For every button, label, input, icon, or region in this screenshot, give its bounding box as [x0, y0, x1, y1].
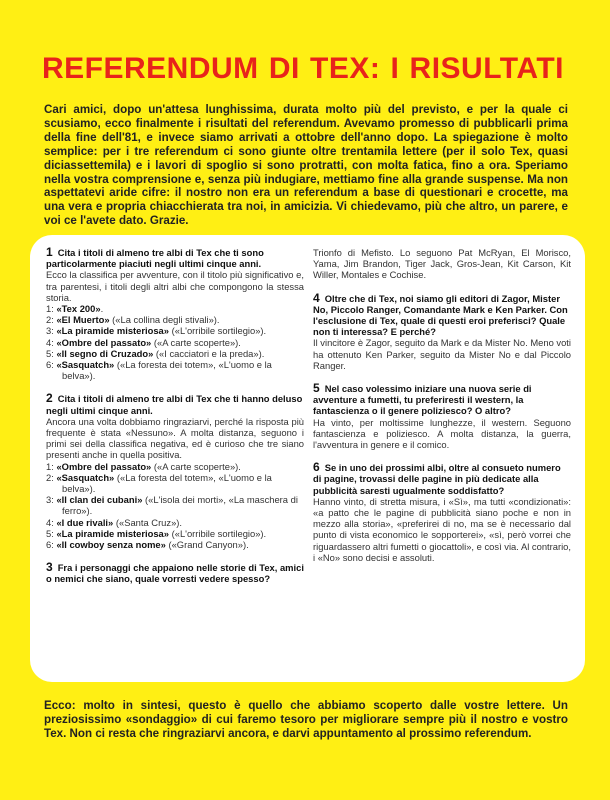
ranking-item: 6: «Il cowboy senza nome» («Grand Canyon»).	[46, 539, 249, 551]
ranking-item: 1: «Tex 200».	[46, 303, 104, 315]
question-5	[313, 383, 571, 450]
question-6	[313, 462, 571, 563]
question-3	[46, 562, 304, 584]
question-2	[46, 393, 304, 550]
question-2-ranking	[46, 461, 304, 551]
ranking-item: 2: «El Muerto» («La collina degli stivali»).	[46, 314, 220, 326]
question-4-text: Oltre che di Tex, noi siamo gli editori di Zagor, Mister No, Piccolo Ranger, Comandante Mark e Ken Parker. Con l'esclusione di Tex, quale di questi eroi preferisci? Quale non ti interessa? E perché?	[313, 292, 568, 338]
ranking-item: 3: «Il clan dei cubani» («L'isola dei morti», «La maschera di ferro»).	[46, 494, 298, 517]
page-title: REFERENDUM DI TEX: I RISULTATI	[42, 52, 564, 85]
ranking-item: 6: «Sasquatch» («La foresta dei totem», «L'uomo e la belva»).	[46, 359, 272, 382]
ranking-item: 5: «Il segno di Cruzado» («I cacciatori e la preda»).	[46, 347, 265, 359]
question-1	[46, 247, 304, 381]
question-3-number: 3	[46, 560, 53, 575]
question-2-answer: Ancora una volta dobbiamo ringraziarvi, perché la risposta più frequente è stata «Nessuno». A molta distanza, seguono i primi sei della classifica negativa, ed è curioso che tre siano presenti anche in quella positiva.	[46, 415, 304, 461]
results-panel	[30, 235, 585, 682]
question-4-answer: Il vincitore è Zagor, seguito da Mark e da Mister No. Meno voti ha ottenuto Ken Parker, seguito da Mister No e dal Piccolo Ranger.	[313, 337, 571, 371]
right-column	[313, 247, 571, 563]
closing-paragraph: Ecco: molto in sintesi, questo è quello che abbiamo scoperto dalle vostre lettere. Un preziosissimo «sondaggio» di cui faremo tesoro per migliorare sempre più il nostro e vostro Tex. Non ci resta che ringraziarvi ancora, e darvi appuntamento al prossimo referendum.	[44, 699, 568, 740]
ranking-item: 3: «La piramide misteriosa» («L'orribile sortilegio»).	[46, 325, 267, 337]
question-1-text: Cita i titoli di almeno tre albi di Tex che ti sono particolarmente piaciuti negli ultimi cinque anni.	[46, 247, 264, 270]
question-6-number: 6	[313, 460, 320, 475]
ranking-item: 1: «Ombre del passato» («A carte scoperte»).	[46, 460, 241, 472]
question-5-answer: Ha vinto, per moltissime lunghezze, il western. Seguono fantascienza e poliziesco. A molta distanza, la guerra, l'avventura in genere e il comico.	[313, 416, 571, 451]
ranking-item: 4: «Ombre del passato» («A carte scoperte»).	[46, 336, 241, 348]
question-5-number: 5	[313, 381, 320, 396]
question-2-text: Cita i titoli di almeno tre albi di Tex che ti hanno deluso negli ultimi cinque anni.	[46, 393, 303, 416]
question-6-text: Se in uno dei prossimi albi, oltre al consueto numero di pagine, trovassi delle pagine in più dedicate alla pubblicità saresti ugualmente soddisfatto?	[313, 462, 561, 496]
question-2-heading	[46, 393, 304, 415]
question-6-answer: Hanno vinto, di stretta misura, i «Sì», ma tutti «condizionati»: «a patto che le pagine di pubblicità siano poche e non in mezzo alla storia», «preferirei di no, ma se è necessario dal punto di vista economico le sopporterei», «sì, però vorrei che riguardassero altri fumetti o giocattoli», e così via. Al contrario, i «No» sono decisi e assoluti.	[313, 495, 571, 563]
left-column	[46, 247, 304, 585]
intro-paragraph: Cari amici, dopo un'attesa lunghissima, durata molto più del previsto, e per la quale ci scusiamo, ecco finalmente i risultati del referendum. Avevamo promesso di pubblicarli prima della fine dell'81, e invece siamo arrivati a ottobre dell'anno dopo. La spiegazione è molto semplice: per i tre referendum ci sono giunte oltre trentamila lettere (per il solo Tex, quasi diciassettemila) e i lavori di spoglio si sono protratti, con molta fatica, fino a ora. Speriamo nella vostra comprensione e, senza più indugiare, mettiamo fine alla grande suspense. Ma non aspettatevi aride cifre: il nostro non era un referendum a base di questionari e crocette, ma una vera e propria chiacchierata tra noi, in amicizia. Vi chiedevamo, più che altro, un parere, e voi ce l'avete dato. Grazie.	[44, 103, 568, 228]
question-5-text: Nel caso volessimo iniziare una nuova serie di avventure a fumetti, tu preferiresti il western, la fantascienza o il genere poliziesco? O altro?	[313, 383, 532, 417]
question-4	[313, 290, 571, 371]
question-3-answer: Trionfo di Mefisto. Lo seguono Pat McRyan, El Morisco, Yama, Jim Brandon, Tiger Jack, Gros-Jean, Kit Carson, Kit Willer, Montales e Cochise.	[313, 247, 571, 281]
ranking-item: 5: «La piramide misteriosa» («L'orribile sortilegio»).	[46, 527, 267, 539]
question-3-text: Fra i personaggi che appaiono nelle storie di Tex, amici o nemici che siano, quale vorresti vedere spesso?	[46, 562, 304, 585]
question-4-heading	[313, 290, 571, 338]
question-4-number: 4	[313, 290, 320, 305]
question-3-heading	[46, 562, 304, 584]
question-1-answer: Ecco la classifica per avventure, con il titolo più significativo e, tra parentesi, i titoli degli altri albi che compongono la stessa storia.	[46, 269, 304, 303]
ranking-item: 4: «I due rivali» («Santa Cruz»).	[46, 516, 183, 528]
question-1-ranking	[46, 303, 304, 381]
question-5-heading	[313, 383, 571, 417]
question-2-number: 2	[46, 391, 53, 406]
question-1-number: 1	[46, 245, 53, 259]
question-6-heading	[313, 462, 571, 496]
question-1-heading	[46, 247, 304, 269]
ranking-item: 2: «Sasquatch» («La foresta del totem», «L'uomo e la belva»).	[46, 471, 272, 495]
